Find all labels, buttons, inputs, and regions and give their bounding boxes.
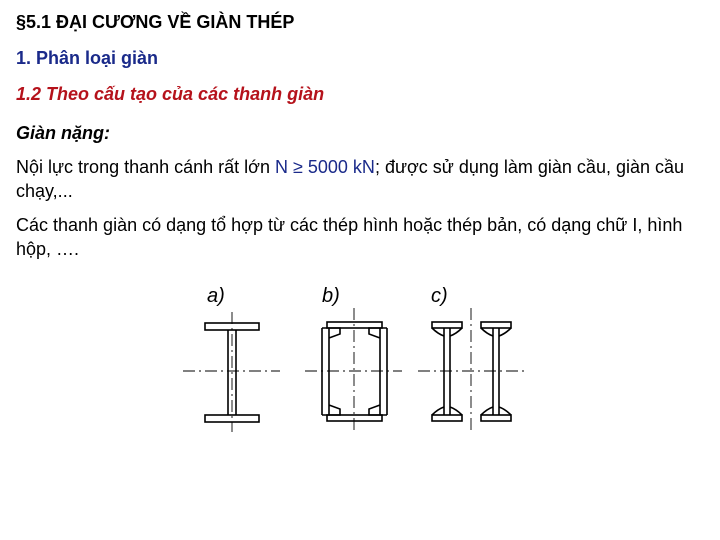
figure-label-b: b) xyxy=(322,285,340,307)
para1-text-before: Nội lực trong thanh cánh rất lớn xyxy=(16,157,275,177)
subsection-heading: 1.2 Theo cấu tạo của các thanh giàn xyxy=(16,84,325,104)
truss-type-heading: Giàn nặng: xyxy=(16,123,110,143)
section-heading: 1. Phân loại giàn xyxy=(16,48,159,68)
paragraph-member-shapes: Các thanh giàn có dạng tổ hợp từ các thép hình hoặc thép bản, có dạng chữ I, hình hộp, …. xyxy=(16,215,683,259)
slide-title: §5.1 ĐẠI CƯƠNG VỀ GIÀN THÉP xyxy=(16,12,295,32)
figure-label-a: a) xyxy=(207,285,225,307)
figure-label-c: c) xyxy=(431,285,448,307)
i-section-drawing xyxy=(183,312,280,432)
para1-text-after: ; được sử dụng làm giàn cầu, giàn cầu chạy,... xyxy=(16,157,685,201)
double-i-section-drawing xyxy=(418,308,524,432)
box-section-drawing xyxy=(305,308,402,432)
force-value: N ≥ 5000 kN xyxy=(275,157,375,177)
